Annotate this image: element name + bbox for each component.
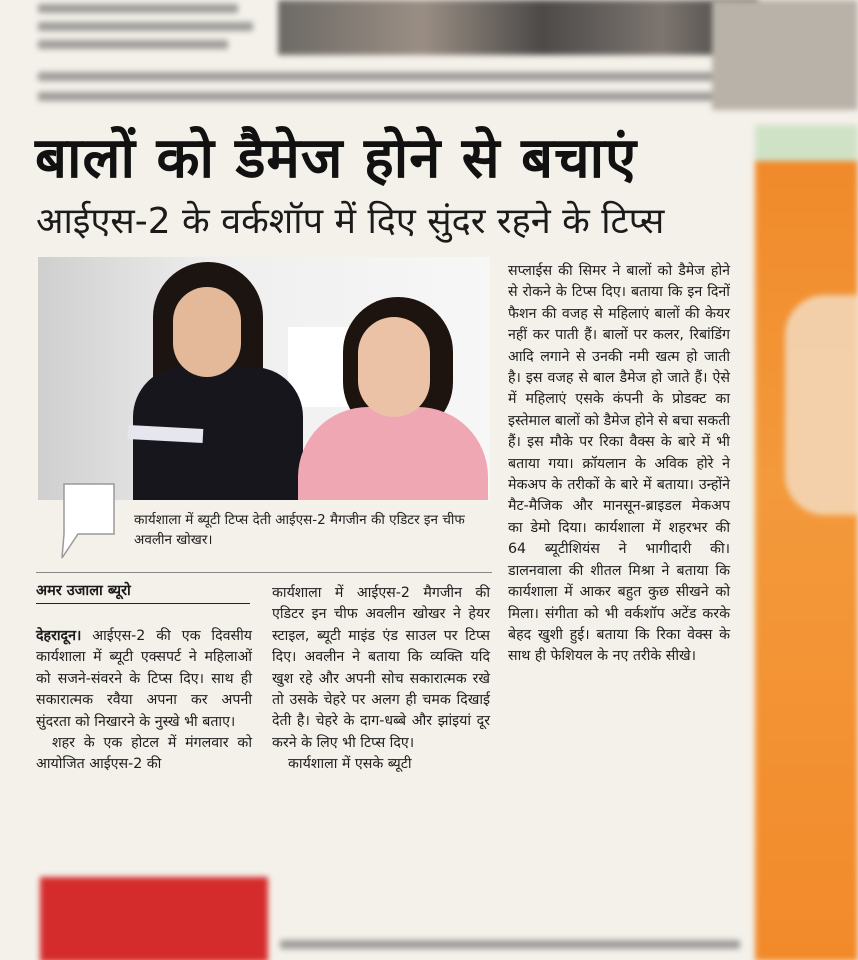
article-column-1 bbox=[36, 626, 252, 776]
blurred-top-content bbox=[30, 0, 730, 110]
article-photo bbox=[38, 257, 490, 500]
article-column-3 bbox=[508, 261, 730, 668]
side-advertisement bbox=[755, 125, 858, 960]
paragraph-text: आईएस-2 की एक दिवसीय कार्यशाला में ब्यूटी एक्सपर्ट ने महिलाओं को सजने-संवरने के टिप्स दिए। साथ ही सकारात्मक रवैया अपना कर अपनी सुंदरता को निखारने के नुस्खे भी बताए। bbox=[36, 628, 253, 730]
blurred-photo bbox=[278, 0, 758, 55]
article-headline: बालों को डैमेज होने से बचाएं bbox=[35, 126, 638, 191]
article-subheadline: आईएस-2 के वर्कशॉप में दिए सुंदर रहने के टिप्स bbox=[36, 201, 665, 242]
byline: अमर उजाला ब्यूरो bbox=[36, 580, 250, 604]
paragraph bbox=[36, 626, 252, 733]
photo-caption: कार्यशाला में ब्यूटी टिप्स देती आईएस-2 मैगजीन की एडिटर इन चीफ अवलीन खोखर। bbox=[134, 512, 465, 548]
caption-bubble-icon bbox=[58, 480, 118, 560]
paragraph: शहर के एक होटल में मंगलवार को आयोजित आईएस-2 की bbox=[36, 735, 252, 773]
divider bbox=[36, 572, 492, 573]
dateline: देहरादून। bbox=[36, 628, 82, 644]
blurred-bottom-content bbox=[30, 865, 760, 960]
article-column-2 bbox=[272, 583, 490, 776]
paragraph: कार्यशाला में एसके ब्यूटी bbox=[288, 756, 412, 773]
blurred-photo-right bbox=[712, 0, 858, 110]
paragraph: कार्यशाला में आईएस-2 मैगजीन की एडिटर इन चीफ अवलीन खोखर ने हेयर स्टाइल, ब्यूटी माइंड एंड साउल पर टिप्स दिए। अवलीन ने बताया कि व्यक्ति यदि खुश रहे और अपनी सोच सकारात्मक रखे तो उसके चेहरे पर अलग ही चमक दिखाई देती है। चेहरे के दाग-धब्बे और झांइयां दूर करने के लिए भी टिप्स दिए। bbox=[272, 585, 490, 751]
paragraph: सप्लाईस की सिमर ने बालों को डैमेज होने से रोकने के टिप्स दिए। बताया कि इन दिनों फैशन की वजह से महिलाएं बालों की केयर नहीं कर पाती हैं। बालों पर कलर, रिबांडिंग आदि लगाने से उनकी नमी खत्म हो जाती है। इस वजह से बाल डैमेज हो जाते हैं। ऐसे में महिलाएं एसके कंपनी के प्रोडक्ट का इस्तेमाल बालों को डैमेज होने से बचा सकती हैं। इस मौके पर रिका वैक्स के बारे में भी बताया गया। क्रॉयलान के अविक होरे ने मेकअप के तरीकों के बारे में बताया। उन्होंने मैट-मैजिक और मानसून-ब्राइडल मेकअप का डेमो दिया। कार्यशाला में शहरभर की 64 ब्यूटीशियंस ने भागीदारी की। डालनवाला की शीतल मिश्रा ने बताया कि कार्यशाला में आकर बहुत कुछ सीखने को मिला। संगीता को भी वर्कशॉप अटेंड करके बेहद खुशी हुई। बताया कि रिका वेक्स के साथ ही फेशियल के नए तरीके सीखे। bbox=[508, 263, 730, 665]
